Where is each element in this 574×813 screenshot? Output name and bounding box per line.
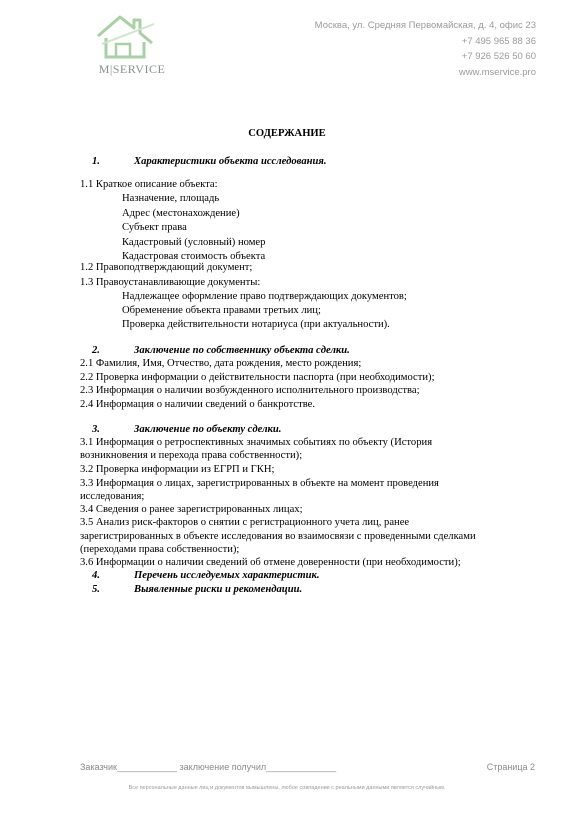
logo-text: M|SERVICE <box>98 62 166 76</box>
item-2-2: 2.2 Проверка информации о действительности паспорта (при необходимости); <box>80 372 435 383</box>
section-1-title: Характеристики объекта исследования. <box>134 156 327 167</box>
section-1-heading <box>92 156 327 169</box>
page-title: СОДЕРЖАНИЕ <box>248 128 326 139</box>
item-1-3-a: Надлежащее оформление право подтверждающих документов; <box>122 291 407 302</box>
item-2-4: 2.4 Информация о наличии сведений о банкротстве. <box>80 399 316 410</box>
item-3-3-line-1: 3.3 Информация о лицах, зарегистрированных в объекте на момент проведения <box>80 478 439 489</box>
item-3-1-line-1: 3.1 Информация о ретроспективных значимых событиях по объекту (История <box>80 437 433 448</box>
item-3-4: 3.4 Сведения о ранее зарегистрированных лицах; <box>80 504 303 515</box>
section-2-title: Заключение по собственнику объекта сделки. <box>134 345 350 356</box>
phone-2: +7 926 526 50 60 <box>461 51 536 62</box>
section-3-number: 3. <box>92 424 100 435</box>
item-1-3-c: Проверка действительности нотариуса (при актуальности). <box>122 319 390 330</box>
section-2-number: 2. <box>92 345 100 356</box>
page-number: Страница 2 <box>486 762 535 772</box>
item-1-3: 1.3 Правоустанавливающие документы: <box>80 277 261 288</box>
company-logo <box>88 14 172 78</box>
item-3-1-line-2: возникновения и перехода права собственности); <box>80 450 303 461</box>
disclaimer-text: Все персональные данные лиц и документов вымышлены, любое совпадение с реальными данными является случайным. <box>128 785 446 791</box>
section-3-title: Заключение по объекту сделки. <box>134 424 282 435</box>
section-2-heading <box>92 345 350 358</box>
item-1-2: 1.2 Правоподтверждающий документ; <box>80 262 253 273</box>
footer-signature-line: Заказчик____________ заключение получил______________ <box>80 762 337 772</box>
section-3-heading <box>92 424 282 437</box>
item-2-3: 2.3 Информация о наличии возбужденного исполнительного производства; <box>80 385 420 396</box>
item-3-5-line-2: зарегистрированных в объекте исследования во взаимосвязи с проведенными сделками <box>80 531 476 542</box>
section-4-number: 4. <box>92 570 100 581</box>
section-5-number: 5. <box>92 584 100 595</box>
item-2-1: 2.1 Фамилия, Имя, Отчество, дата рождения, место рождения; <box>80 358 362 369</box>
section-1-number: 1. <box>92 156 100 167</box>
item-3-5-line-3: (переходами права собственности); <box>80 544 240 555</box>
item-3-2: 3.2 Проверка информации из ЕГРП и ГКН; <box>80 464 275 475</box>
item-1-1-c: Субъект права <box>122 222 187 233</box>
contact-block <box>315 18 536 80</box>
section-5-title: Выявленные риски и рекомендации. <box>134 584 303 595</box>
phone-1: +7 495 965 88 36 <box>461 35 536 47</box>
section-4-title: Перечень исследуемых характеристик. <box>134 570 320 581</box>
section-4-heading <box>92 570 320 583</box>
item-1-1-e: Кадастровая стоимость объекта <box>122 251 266 262</box>
website-link[interactable]: www.mservice.pro <box>458 66 536 78</box>
item-3-5-line-1: 3.5 Анализ риск-факторов о снятии с регистрационного учета лиц, ранее <box>80 517 410 528</box>
item-1-1: 1.1 Краткое описание объекта: <box>80 179 218 190</box>
house-logo-icon <box>94 14 164 60</box>
address-text: Москва, ул. Средняя Первомайская, д. 4, офис 23 <box>314 20 536 31</box>
section-5-heading <box>92 584 303 597</box>
item-1-1-d: Кадастровый (условный) номер <box>122 237 266 248</box>
item-1-3-b: Обременение объекта правами третьих лиц; <box>122 305 321 316</box>
item-1-1-a: Назначение, площадь <box>122 193 220 204</box>
item-3-3-line-2: исследования; <box>80 491 145 502</box>
item-3-6: 3.6 Информации о наличии сведений об отмене доверенности (при необходимости); <box>80 557 461 568</box>
item-1-1-b: Адрес (местонахождение) <box>122 208 240 219</box>
